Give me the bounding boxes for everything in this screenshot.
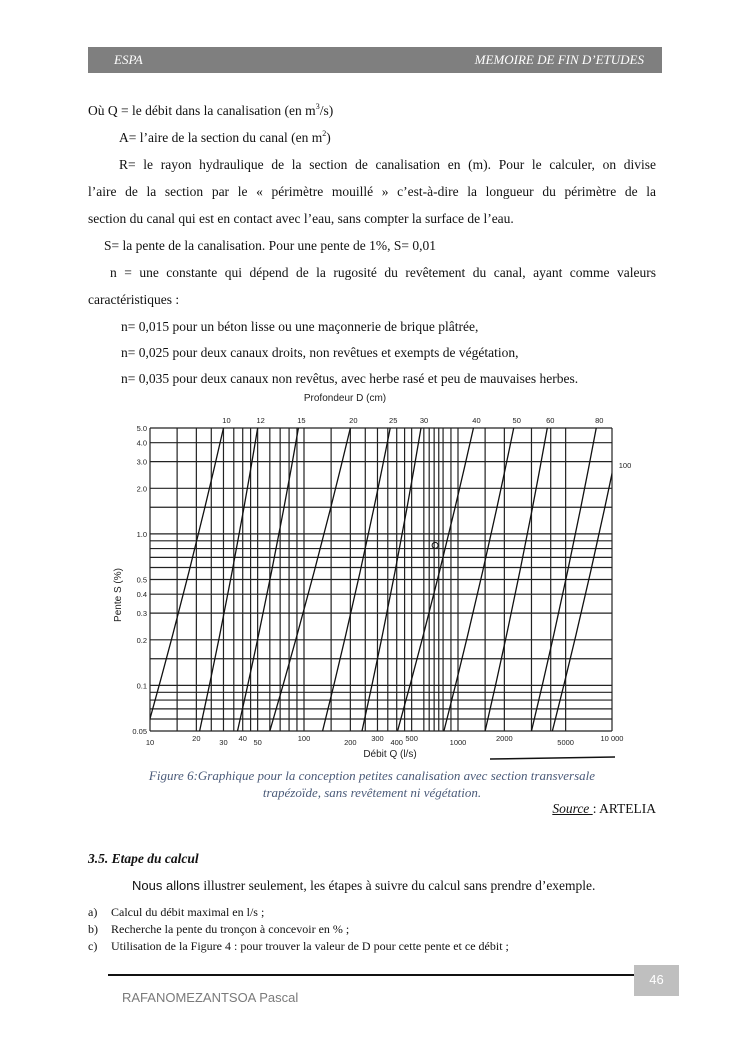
line-r2: l’aire de la section par le « périmètre mouillé » c’est-à-dire la longueur du périmètre de la <box>88 184 656 199</box>
line-r: R= le rayon hydraulique de la section de canalisation en (m). Pour le calculer, on divise <box>119 157 656 172</box>
section-intro: Nous allons illustrer seulement, les étapes à suivre du calcul sans prendre d’exemple. <box>132 878 596 893</box>
y-tick-label: 3.0 <box>136 457 147 467</box>
step-b: b) Recherche la pente du tronçon à concevoir en % ; <box>88 922 350 936</box>
step-a: a) Calcul du débit maximal en l/s ; <box>88 905 265 919</box>
depth-label: 10 <box>222 416 231 425</box>
y-tick-label: 0.1 <box>136 681 147 691</box>
header-left: ESPA <box>114 52 143 67</box>
x-tick-label: 40 <box>238 734 247 743</box>
y-tick-label: 5.0 <box>136 424 147 433</box>
design-chart <box>90 385 650 765</box>
section-heading: 3.5. Etape du calcul <box>88 851 199 866</box>
depth-label: 50 <box>512 416 521 425</box>
page-number: 46 <box>634 965 679 996</box>
x-tick-label: 10 <box>145 738 155 747</box>
line-n2: caractéristiques : <box>88 292 180 307</box>
x-tick-label: 5000 <box>557 738 574 747</box>
y-tick-label: 0.4 <box>136 590 147 600</box>
x-tick-label: 200 <box>344 738 357 747</box>
y-tick-label: 0.3 <box>136 609 147 619</box>
depth-label: 40 <box>472 416 481 425</box>
page-header <box>88 47 662 73</box>
line-n035: n= 0,035 pour deux canaux non revêtus, avec herbe rasé et peu de mauvaises herbes. <box>121 371 579 386</box>
y-tick-label: 2.0 <box>136 484 147 494</box>
x-axis-label: Débit Q (l/s) <box>363 749 417 760</box>
y-tick-label: 4.0 <box>136 438 147 448</box>
x-tick-label: 50 <box>253 738 262 747</box>
x-tick-label: 2000 <box>496 734 513 743</box>
y-tick-label: 0.2 <box>136 635 147 645</box>
figure-source: Source : ARTELIA <box>552 801 656 816</box>
line-q: Où Q = le débit dans la canalisation (en $m^3/s$) <box>88 102 334 118</box>
step-c: c) Utilisation de la Figure 4 : pour trouver la valeur de D pour cette pente et ce débit ; <box>88 939 509 953</box>
x-tick-label: 30 <box>219 738 228 747</box>
chart-marker <box>432 542 438 548</box>
depth-label: 80 <box>595 416 604 425</box>
line-n015: n= 0,015 pour un béton lisse ou une maçonnerie de brique plâtrée, <box>121 319 479 334</box>
chart-title: Profondeur D (cm) <box>303 393 387 404</box>
x-tick-label: 1000 <box>449 738 467 747</box>
footer-rule <box>108 974 634 976</box>
figure-caption-1: Figure 6:Graphique pour la conception petites canalisation avec section transversale <box>148 768 596 783</box>
x-tick-label: 300 <box>371 734 384 743</box>
footer-author: RAFANOMEZANTSOA Pascal <box>122 990 299 1005</box>
x-tick-label: 10 000 <box>600 734 624 743</box>
header-right: MEMOIRE DE FIN D’ETUDES <box>474 52 644 67</box>
y-tick-label: 1.0 <box>136 529 147 539</box>
x-tick-label: 400 <box>390 738 403 747</box>
line-s: S= la pente de la canalisation. Pour une pente de 1%, S= 0,01 <box>104 238 437 253</box>
depth-label: 12 <box>256 416 265 425</box>
depth-label: 60 <box>546 416 555 425</box>
line-n025: n= 0,025 pour deux canaux droits, non revêtues et exempts de végétation, <box>121 345 519 360</box>
x-axis-arrow <box>490 757 615 759</box>
y-tick-label: 0.05 <box>132 727 147 736</box>
x-tick-label: 20 <box>192 734 201 743</box>
depth-label: 20 <box>349 416 358 425</box>
depth-label: 100 <box>618 461 632 470</box>
y-tick-label: 0.5 <box>136 575 147 585</box>
y-axis-label: Pente S (%) <box>113 568 124 622</box>
x-tick-label: 100 <box>297 734 311 743</box>
depth-label: 25 <box>389 416 398 425</box>
line-n: n = une constante qui dépend de la rugosité du revêtement du canal, ayant comme valeurs <box>110 265 656 280</box>
depth-label: 30 <box>419 416 429 425</box>
figure-caption-2: trapézoïde, sans revêtement ni végétation. <box>262 785 482 800</box>
line-r3: section du canal qui est en contact avec l’eau, sans compter la surface de l’eau. <box>88 211 514 226</box>
depth-label: 15 <box>297 416 306 425</box>
line-a: A= l’aire de la section du canal (en $m^2$) <box>119 129 331 145</box>
x-tick-label: 500 <box>405 734 418 743</box>
